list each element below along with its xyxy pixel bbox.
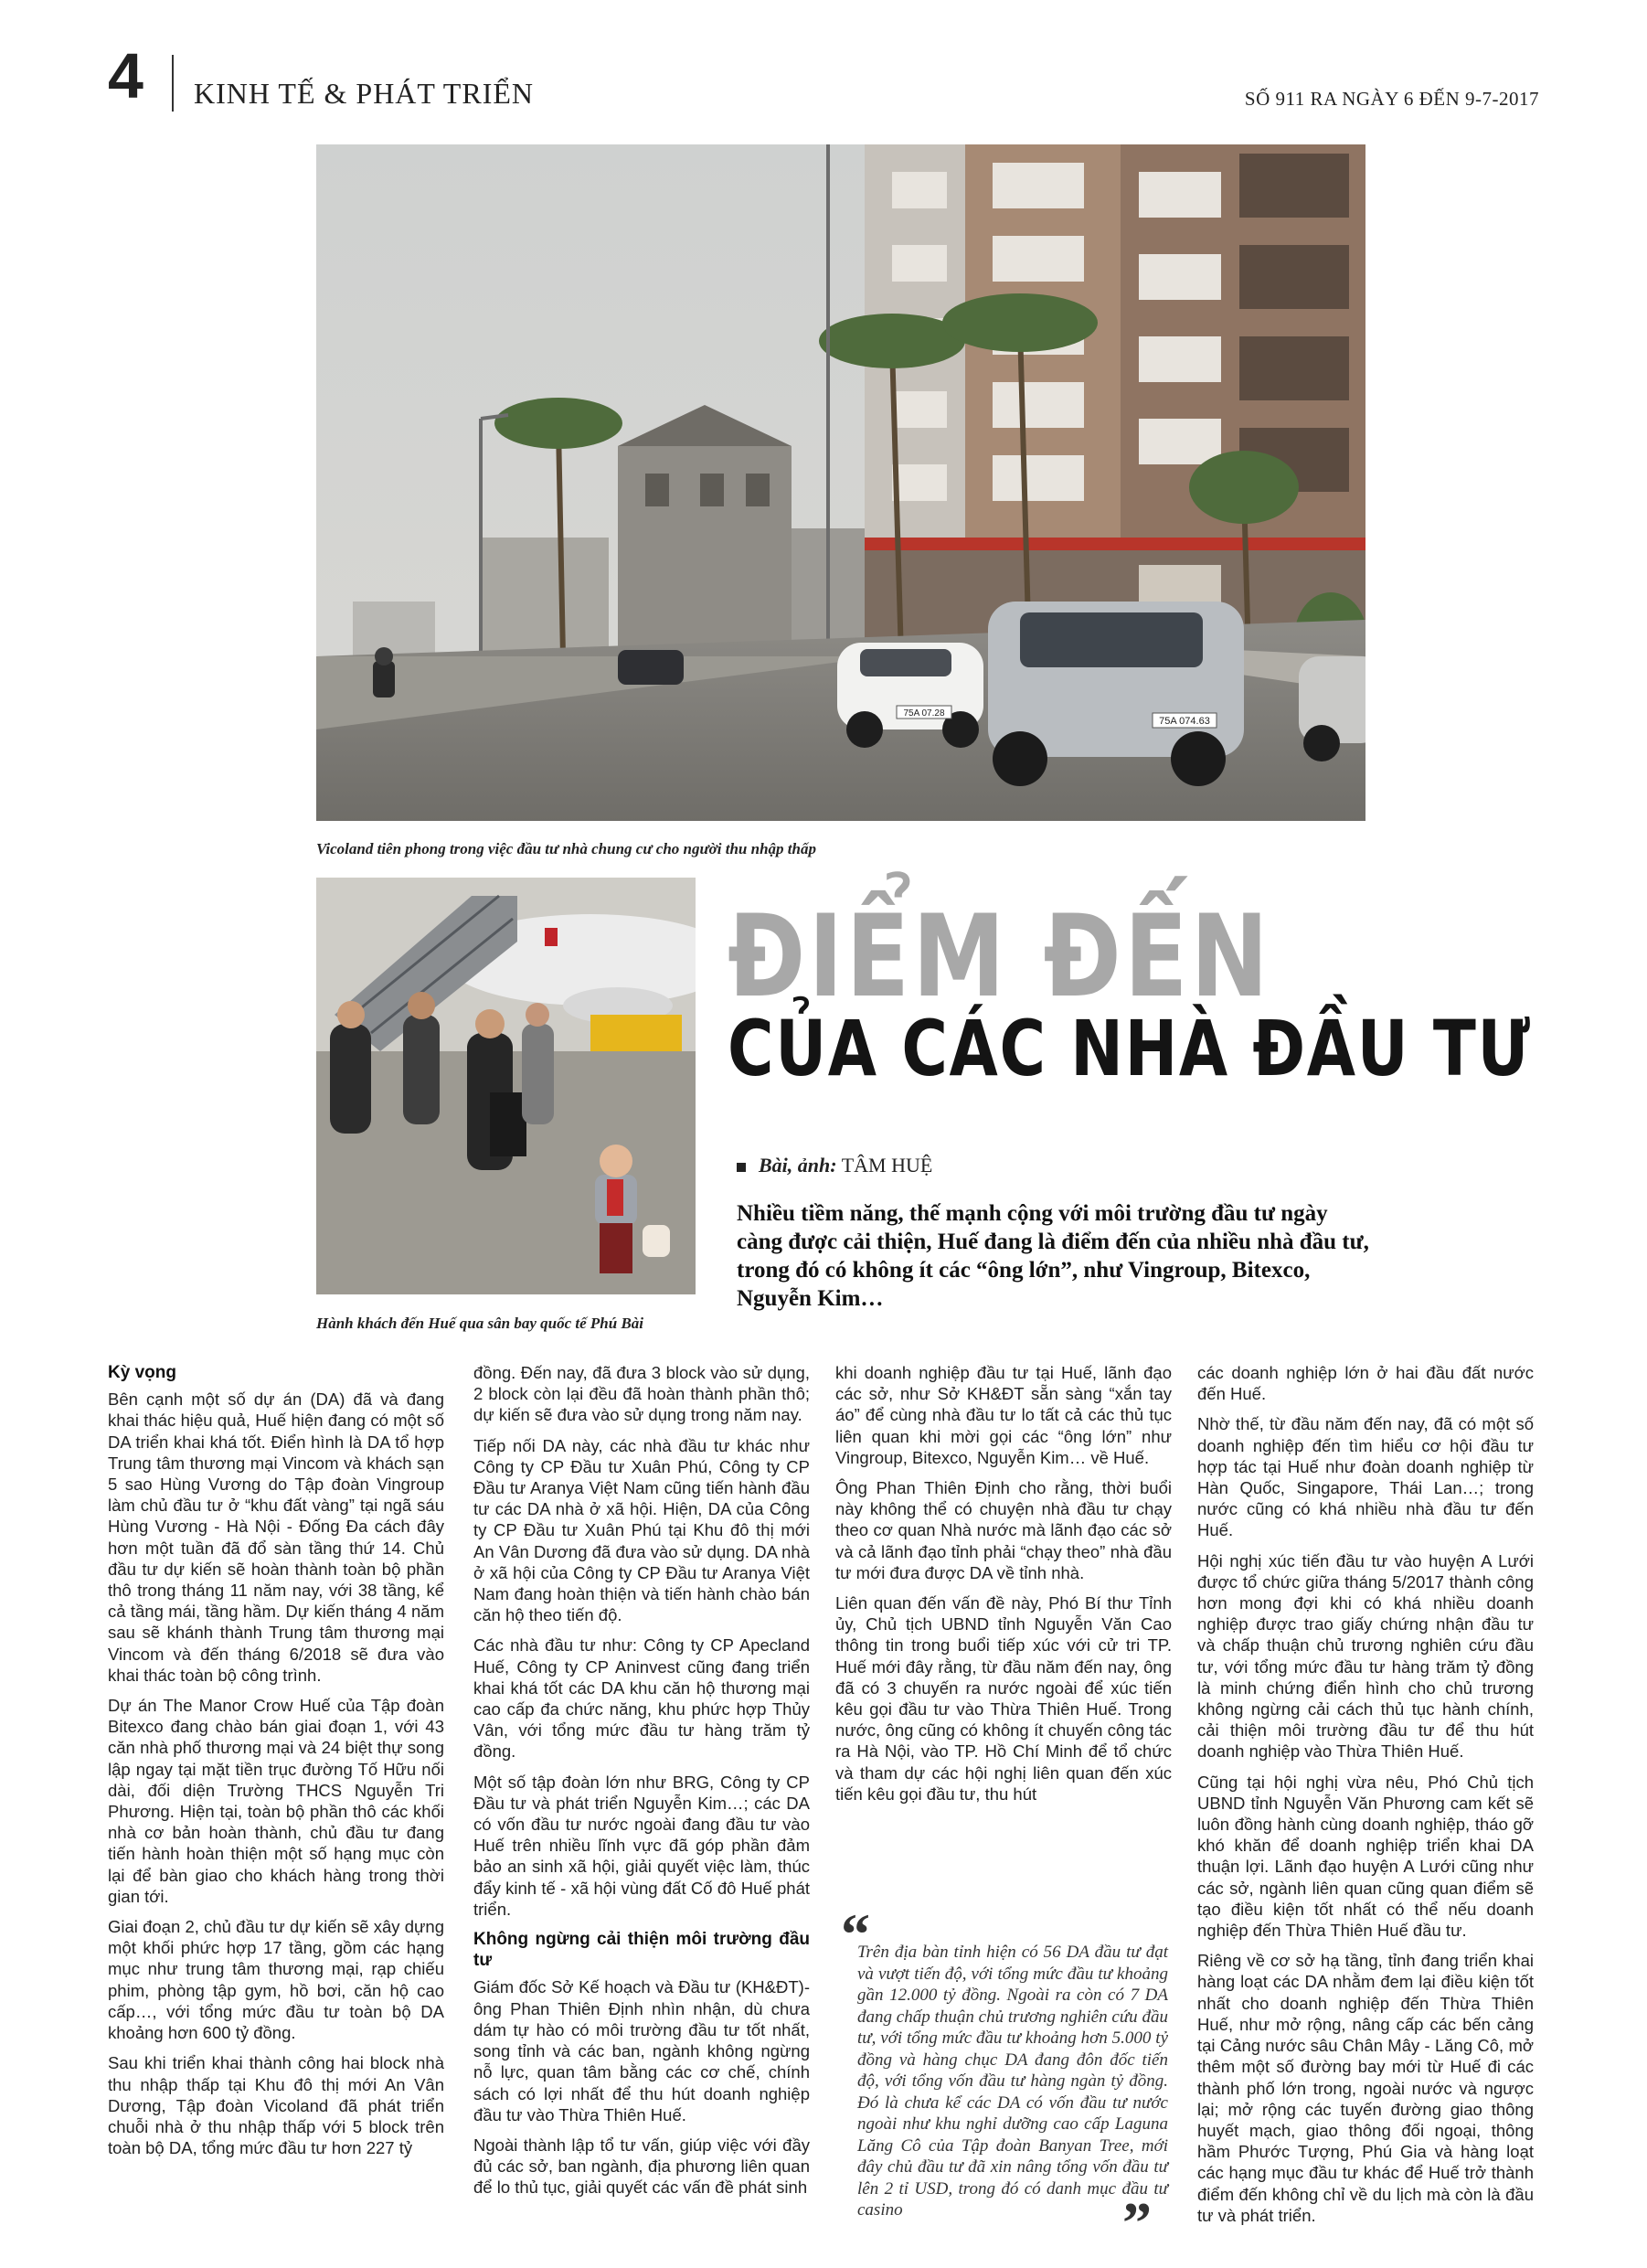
column-3	[835, 1362, 1172, 1814]
paragraph: Sau khi triển khai thành công hai block nhà thu nhập thấp tại Khu đô thị mới An Vân Dương, Tập đoàn Vicoland đã phát triển chuỗi nhà ở thu nhập thấp với 5 block trên toàn bộ DA, tổng mức đầu tư hơn 227 tỷ	[108, 2053, 444, 2158]
paragraph: Cũng tại hội nghị vừa nêu, Phó Chủ tịch UBND tỉnh Nguyễn Văn Phương cam kết sẽ luôn đồng hành cùng doanh nghiệp, tháo gỡ khó khăn để doanh nghiệp triển khai DA thuận lợi. Lãnh đạo huyện A Lưới cũng như các sở, ngành liên quan cũng quan điểm sẽ tạo điều kiện tốt nhất có thể nếu doanh nghiệp đến Thừa Thiên Huế đầu tư.	[1197, 1772, 1534, 1941]
byline	[737, 1154, 932, 1177]
airport-photo-caption: Hành khách đến Huế qua sân bay quốc tế Phú Bài	[316, 1315, 644, 1332]
plate-white-car: 75A 07.28	[903, 708, 945, 719]
street-photo	[316, 144, 1365, 821]
section-heading-ky-vong: Kỳ vọng	[108, 1363, 176, 1382]
paragraph: Liên quan đến vấn đề này, Phó Bí thư Tỉnh ủy, Chủ tịch UBND tỉnh Nguyễn Văn Cao thông tin trong buổi tiếp xúc với cử tri TP. Huế mới đây rằng, từ đầu năm đến nay, ông đã có 3 chuyến ra nước ngoài để xúc tiến kêu gọi đầu tư vào Thừa Thiên Huế. Trong nước, ông cũng có không ít chuyến công tác ra Hà Nội, vào TP. Hồ Chí Minh để tổ chức và tham dự các hội nghị liên quan đến xúc tiến kêu gọi đầu tư, thu hút	[835, 1593, 1172, 1804]
pull-quote: Trên địa bàn tỉnh hiện có 56 DA đầu tư đạt và vượt tiến độ, với tổng mức đầu tư khoảng gần 12.000 tỷ đồng. Ngoài ra còn có 7 DA đang chấp thuận chủ trương nghiên cứu đầu tư, với tổng mức đầu tư khoảng hơn 5.000 tỷ đồng và hàng chục DA đang đôn đốc tiến độ, với tổng vốn đầu tư hàng ngàn tỷ đồng. Đó là chưa kể các DA có vốn đầu tư nước ngoài như khu nghỉ dưỡng cao cấp Laguna Lăng Cô của Tập đoàn Banyan Tree, mới đây chủ đầu tư đã xin nâng tổng vốn đầu tư lên 2 tỉ USD, trong đó có danh mục đầu tư casino	[857, 1943, 1168, 2220]
quote-close-icon: ”	[1122, 2190, 1152, 2255]
airport-photo	[316, 878, 696, 1294]
paragraph: Ông Phan Thiên Định cho rằng, thời buổi này không thể có chuyện nhà đầu tư chạy theo cơ quan Nhà nước mà lãnh đạo các sở và cả lãnh đạo tỉnh phải “chạy theo” nhà đầu tư mới đưa được DA về tỉnh nhà.	[835, 1478, 1172, 1582]
column-4	[1197, 1362, 1534, 2235]
lead-paragraph: Nhiều tiềm năng, thế mạnh cộng với môi trường đầu tư ngày càng được cải thiện, Huế đang là điểm đến của nhiều nhà đầu tư, trong đó có không ít các “ông lớn”, như Vingroup, Bitexco, Nguyễn Kim…	[737, 1201, 1369, 1311]
page-number: 4	[108, 40, 143, 112]
column-1	[108, 1362, 444, 2167]
paragraph: đồng. Đến nay, đã đưa 3 block vào sử dụng, 2 block còn lại đều đã hoàn thành phần thô; dự kiến sẽ đưa vào sử dụng trong năm nay.	[473, 1363, 810, 1425]
paragraph: Nhờ thế, từ đầu năm đến nay, đã có một số doanh nghiệp đến tìm hiểu cơ hội đầu tư hợp tác tại Huế như đoàn doanh nghiệp từ Hàn Quốc, Singapore, Thái Lan…; trong nước cũng có khá nhiều nhà đầu tư đến Huế.	[1197, 1414, 1534, 1540]
paragraph: Riêng về cơ sở hạ tầng, tỉnh đang triển khai hàng loạt các DA nhằm đem lại điều kiện tốt nhất cho doanh nghiệp đến Thừa Thiên Huế, như mở rộng, nâng cấp các bến cảng tại Cảng nước sâu Chân Mây - Lăng Cô, mở thêm một số đường bay mới từ Huế đi các thành phố lớn trong, ngoài nước và ngược lại; mở rộng các tuyến đường giao thông huyết mạch, giao thông đối ngoại, thông hầm Phước Tượng, Phú Gia và hàng loạt các hạng mục đầu tư khác để Huế trở thành điểm đến không chỉ về du lịch mà còn là đầu tư và phát triển.	[1197, 1951, 1534, 2225]
paragraph: Hội nghị xúc tiến đầu tư vào huyện A Lưới được tổ chức giữa tháng 5/2017 thành công hơn mong đợi khi có khá nhiều doanh nghiệp được trao giấy chứng nhận đầu tư và chấp thuận chủ trương nghiên cứu đầu tư, với tổng mức đầu tư hàng trăm tỷ đồng là minh chứng điển hình cho chủ trương không ngừng cải cách thủ tục hành chính, cải thiện môi trường đầu tư để thu hút doanh nghiệp vào Thừa Thiên Huế.	[1197, 1550, 1534, 1762]
column-2	[473, 1362, 810, 2208]
paragraph: Bên cạnh một số dự án (DA) đã và đang khai thác hiệu quả, Huế hiện đang có một số DA triển khai khá tốt. Điển hình là DA tổ hợp Trung tâm thương mại Vincom và khách sạn 5 sao Hùng Vương do Tập đoàn Vingroup làm chủ đầu tư ở “khu đất vàng” tại ngã sáu Hùng Vương - Hà Nội - Đống Đa cách đây hơn một tuần đã đổ sàn tầng thứ 14. Chủ đầu tư dự kiến sẽ hoàn thành toàn bộ phần thô trong tháng 11 năm nay, với 38 tầng, kể cả tầng mái, tầng hầm. Dự kiến tháng 4 năm sau sẽ khánh thành Trung tâm thương mại Vincom và đến tháng 6/2018 sẽ đưa vào khai thác toàn bộ công trình.	[108, 1390, 444, 1685]
paragraph: Giai đoạn 2, chủ đầu tư dự kiến sẽ xây dựng một khối phức hợp 17 tầng, gồm các hạng mục như trung tâm thương mại, rạp chiếu phim, phòng tập gym, hồ bơi, căn hộ cao cấp…, với tổng mức đầu tư toàn bộ DA khoảng hơn 600 tỷ đồng.	[108, 1917, 444, 2043]
issue-info: SỐ 911 RA NGÀY 6 ĐẾN 9-7-2017	[1244, 88, 1539, 110]
headline-line2: CỦA CÁC NHÀ ĐẦU TƯ	[728, 1004, 1532, 1093]
top-photo-caption: Vicoland tiên phong trong việc đầu tư nhà chung cư cho người thu nhập thấp	[316, 840, 816, 857]
paragraph: Ngoài thành lập tổ tư vấn, giúp việc với đầy đủ các sở, ban ngành, địa phương liên quan để lo thủ tục, giải quyết các vấn đề phát sinh	[473, 2135, 810, 2198]
quote-open-icon: “	[841, 1901, 870, 1966]
headline-line1: ĐIỂM ĐẾN	[728, 891, 1272, 1023]
section-heading-cai-thien: Không ngừng cải thiện môi trường đầu tư	[473, 1930, 810, 1971]
byline-square-icon	[737, 1163, 746, 1172]
paragraph: Một số tập đoàn lớn như BRG, Công ty CP Đầu tư và phát triển Nguyễn Kim…; các DA có vốn đầu tư nước ngoài đang đầu tư vào Huế trên nhiều lĩnh vực đã góp phần đảm bảo an sinh xã hội, giải quyết việc làm, thúc đẩy kinh tế - xã hội vùng đất Cố đô Huế phát triển.	[473, 1772, 810, 1919]
paragraph: Dự án The Manor Crow Huế của Tập đoàn Bitexco đang chào bán giai đoạn 1, với 43 căn nhà phố thương mại và 24 biệt thự song lập ngay tại mặt tiền trục đường Tố Hữu nối dài, đối diện Trường THCS Nguyễn Tri Phương. Hiện tại, toàn bộ phần thô các khối nhà cơ bản hoàn thành, chủ đầu tư đang tiến hành hoàn thiện một số hạng mục còn lại để bàn giao cho khách hàng trong thời gian tới.	[108, 1696, 444, 1906]
paragraph: Các nhà đầu tư như: Công ty CP Apecland Huế, Công ty CP Aninvest cũng đang triển khai khá tốt các DA khu căn hộ thương mại cao cấp đa chức năng, khu phức hợp Thủy Vân, với tổng mức đầu tư hàng trăm tỷ đồng.	[473, 1635, 810, 1762]
paragraph: Giám đốc Sở Kế hoạch và Đầu tư (KH&ĐT)- ông Phan Thiên Định nhìn nhận, dù chưa dám tự hào có môi trường đầu tư tốt nhất, song tỉnh và các ban, ngành không ngừng nỗ lực, quan tâm bằng các cơ chế, chính sách có lợi nhất để thu hút doanh nghiệp đầu tư vào Thừa Thiên Huế.	[473, 1977, 810, 2124]
header-divider	[172, 55, 174, 112]
paragraph: Tiếp nối DA này, các nhà đầu tư khác như Công ty CP Đầu tư Xuân Phú, Công ty CP Đầu tư Aranya Việt Nam cũng tiến hành đầu tư các DA nhà ở xã hội. Hiện, DA của Công ty CP Đầu tư Xuân Phú tại Khu đô thị mới An Vân Dương đã đưa vào sử dụng. DA nhà ở xã hội của Công ty CP Đầu tư Aranya Việt Nam đang hoàn thiện và tiến hành chào bán căn hộ theo tiến độ.	[473, 1435, 810, 1625]
paragraph: khi doanh nghiệp đầu tư tại Huế, lãnh đạo các sở, như Sở KH&ĐT sẵn sàng “xắn tay áo” để cùng nhà đầu tư lo tất cả các thủ tục liên quan khi mời gọi các “ông lớn” như Vingroup, Bitexco, Nguyễn Kim… về Huế.	[835, 1363, 1172, 1467]
byline-author: TÂM HUỆ	[841, 1154, 933, 1177]
plate-suv: 75A 074.63	[1159, 716, 1210, 727]
byline-label: Bài, ảnh:	[759, 1154, 837, 1177]
paragraph: các doanh nghiệp lớn ở hai đầu đất nước đến Huế.	[1197, 1363, 1534, 1404]
section-title: KINH TẾ & PHÁT TRIỂN	[194, 77, 534, 110]
